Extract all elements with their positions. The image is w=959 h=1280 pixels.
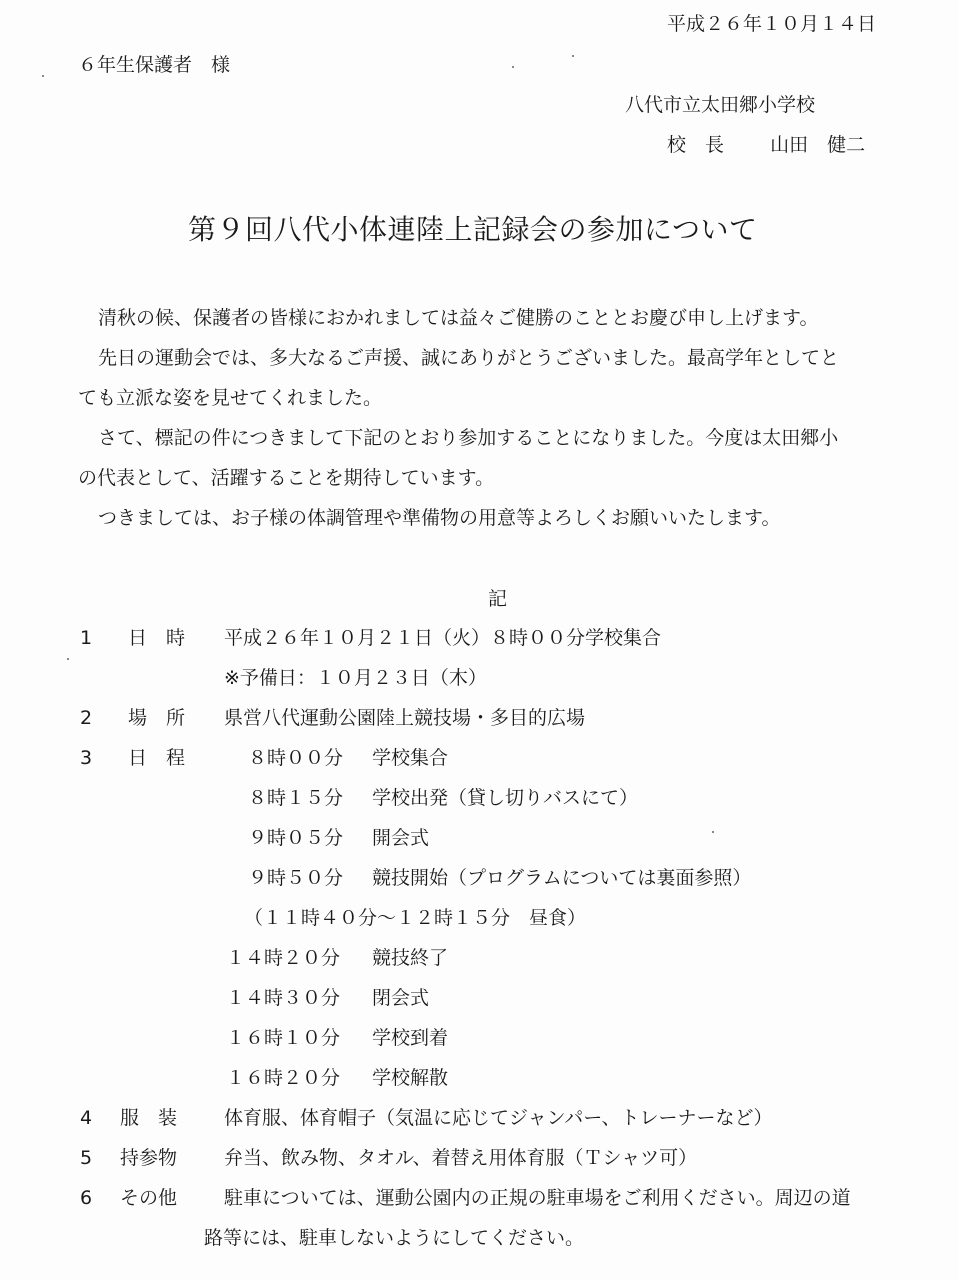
ki-heading: 記 (488, 588, 508, 610)
item-date-value: 平成２６年１０月２１日（火）８時００分学校集合 (224, 627, 662, 649)
schedule-time: １４時２０分 (226, 947, 341, 969)
schedule-event: 開会式 (372, 827, 430, 849)
scan-speck (42, 75, 44, 77)
schedule-time: １４時３０分 (226, 987, 341, 1009)
schedule-time: ９時０５分 (248, 827, 344, 849)
scan-speck (712, 831, 714, 833)
item-belongings-label: 5 持参物 (80, 1147, 178, 1169)
schedule-event: 学校解散 (372, 1067, 449, 1089)
paragraph-greeting: 清秋の候、保護者の皆様におかれましては益々ご健勝のこととお慶び申し上げます。 (98, 307, 819, 329)
sender-name: 山田 健二 (770, 134, 866, 156)
document-date: 平成２６年１０月１４日 (667, 13, 877, 35)
schedule-event: 閉会式 (372, 987, 430, 1009)
schedule-event: 学校到着 (372, 1027, 449, 1049)
schedule-time: ８時１５分 (248, 787, 344, 809)
item-clothing-label: 4 服 装 (80, 1107, 178, 1129)
scan-speck (572, 55, 574, 57)
schedule-lunch-note: （１１時４０分～１２時１５分 昼食） (244, 907, 587, 929)
page-title: 第９回八代小体連陸上記録会の参加について (188, 213, 758, 246)
sender-role: 校 長 (667, 134, 725, 156)
item-date-label: 1 日 時 (80, 627, 186, 649)
paragraph-request: つきましては、お子様の体調管理や準備物の用意等よろしくお願いいたします。 (98, 507, 781, 529)
paragraph-participation-line2: の代表として、活躍することを期待しています。 (78, 467, 495, 489)
item-clothing-value: 体育服、体育帽子（気温に応じてジャンパー、トレーナーなど） (224, 1107, 773, 1129)
schedule-event: 学校集合 (372, 747, 449, 769)
schedule-time: １６時２０分 (226, 1067, 341, 1089)
item-schedule-label: 3 日 程 (80, 747, 186, 769)
schedule-event: 競技終了 (372, 947, 449, 969)
paragraph-participation-line1: さて、標記の件につきまして下記のとおり参加することになりました。今度は太田郷小 (98, 427, 839, 449)
item-other-value-cont: 路等には、駐車しないようにしてください。 (204, 1227, 585, 1249)
item-other-value: 駐車については、運動公園内の正規の駐車場をご利用ください。周辺の道 (224, 1187, 851, 1209)
schedule-time: １６時１０分 (226, 1027, 341, 1049)
scan-speck (512, 66, 514, 68)
schedule-time: ９時５０分 (248, 867, 344, 889)
item-other-label: 6 その他 (80, 1187, 178, 1209)
recipient: ６年生保護者 様 (78, 54, 231, 76)
item-belongings-value: 弁当、飲み物、タオル、着替え用体育服（Ｔシャツ可） (224, 1147, 698, 1169)
schedule-time: ８時００分 (248, 747, 344, 769)
schedule-event: 競技開始（プログラムについては裏面参照） (372, 867, 752, 889)
schedule-event: 学校出発（貸し切りバスにて） (372, 787, 639, 809)
item-place-label: 2 場 所 (80, 707, 186, 729)
paragraph-sports-day-line2: ても立派な姿を見せてくれました。 (78, 387, 383, 409)
sender-school: 八代市立太田郷小学校 (625, 94, 816, 116)
item-date-reserve: ※予備日：１０月２３日（木） (224, 667, 487, 689)
item-place-value: 県営八代運動公園陸上競技場・多目的広場 (224, 707, 586, 729)
paragraph-sports-day-line1: 先日の運動会では、多大なるご声援、誠にありがとうございました。最高学年としてと (98, 347, 840, 369)
sender-principal (667, 133, 865, 157)
scan-speck (67, 658, 69, 660)
